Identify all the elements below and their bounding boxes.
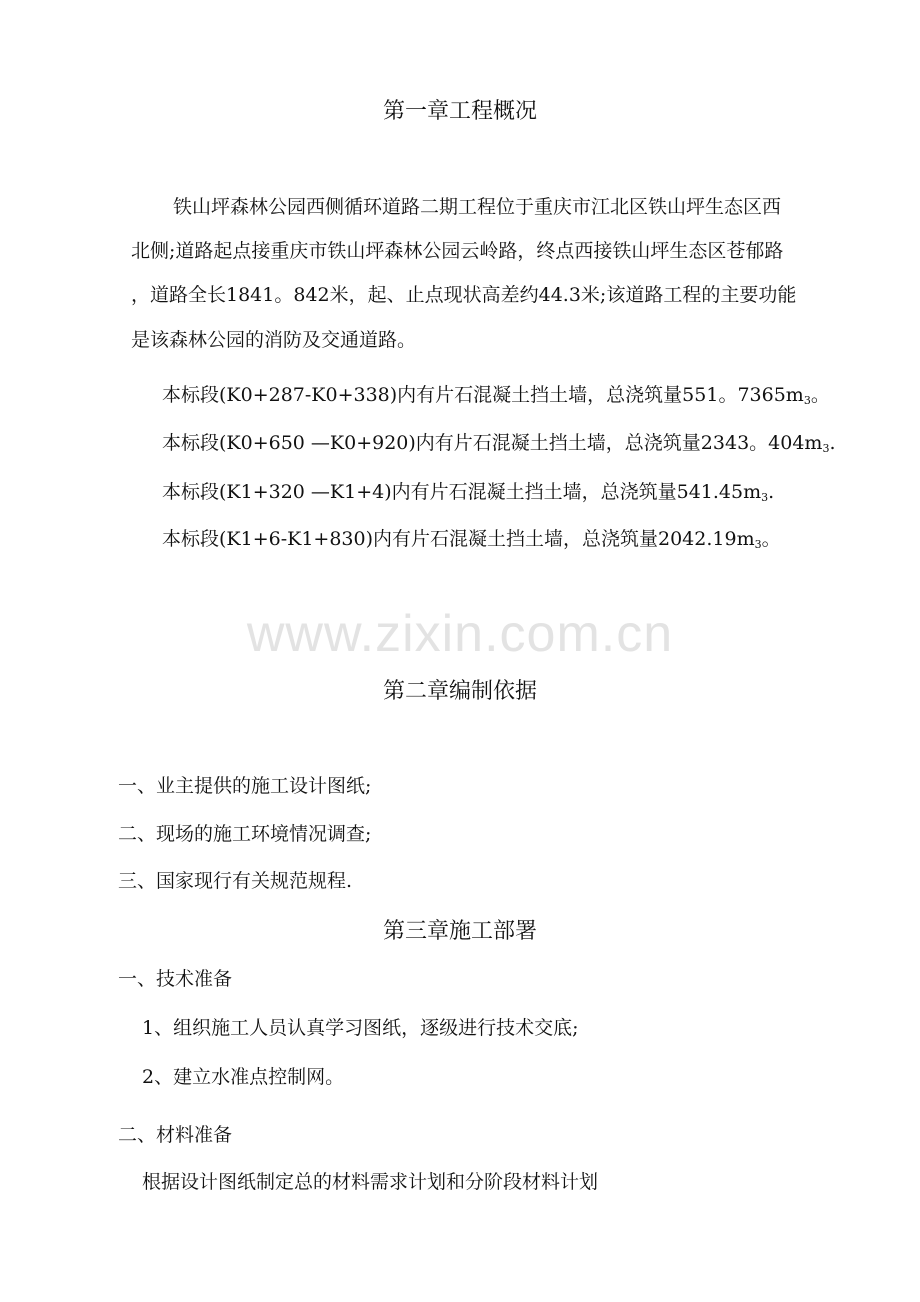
overview-line-3: ，道路全长1841。842米，起、止点现状高差约44.3米;该道路工程的主要功能 xyxy=(131,284,797,306)
overview-line-2: 北侧;道路起点接重庆市铁山坪森林公园云岭路，终点西接铁山坪生态区苍郁路 xyxy=(131,240,784,262)
chapter2-title: 第二章编制依据 xyxy=(382,679,537,704)
tech-prep-heading: 一、技术准备 xyxy=(118,968,233,990)
material-prep-heading: 二、材料准备 xyxy=(118,1124,233,1146)
overview-line-1: 铁山坪森林公园西侧循环道路二期工程位于重庆市江北区铁山坪生态区西 xyxy=(173,196,782,218)
chapter1-title: 第一章工程概况 xyxy=(382,99,537,124)
tech-prep-item-1: 1、组织施工人员认真学习图纸，逐级进行技术交底; xyxy=(142,1017,579,1039)
basis-item-2: 二、现场的施工环境情况调查; xyxy=(118,823,372,845)
chapter3-title: 第三章施工部署 xyxy=(382,919,537,944)
section-line-1: 本标段(K0+287-K0+338)内有片石混凝土挡土墙，总浇筑量551。7365m3。 xyxy=(162,384,830,407)
watermark: www.zixin.com.cn xyxy=(246,605,674,663)
tech-prep-item-2: 2、建立水准点控制网。 xyxy=(142,1066,345,1088)
section-line-2: 本标段(K0+650 —K0+920)内有片石混凝土挡土墙，总浇筑量2343。404m3. xyxy=(162,432,836,455)
section-line-3: 本标段(K1+320 —K1+4)内有片石混凝土挡土墙，总浇筑量541.45m3. xyxy=(162,481,775,504)
material-prep-text: 根据设计图纸制定总的材料需求计划和分阶段材料计划 xyxy=(142,1171,599,1193)
overview-line-4: 是该森林公园的消防及交通道路。 xyxy=(131,329,417,351)
section-line-4: 本标段(K1+6-K1+830)内有片石混凝土挡土墙，总浇筑量2042.19m3。 xyxy=(162,528,781,551)
basis-item-1: 一、业主提供的施工设计图纸; xyxy=(118,775,372,797)
basis-item-3: 三、国家现行有关规范规程. xyxy=(118,870,353,892)
